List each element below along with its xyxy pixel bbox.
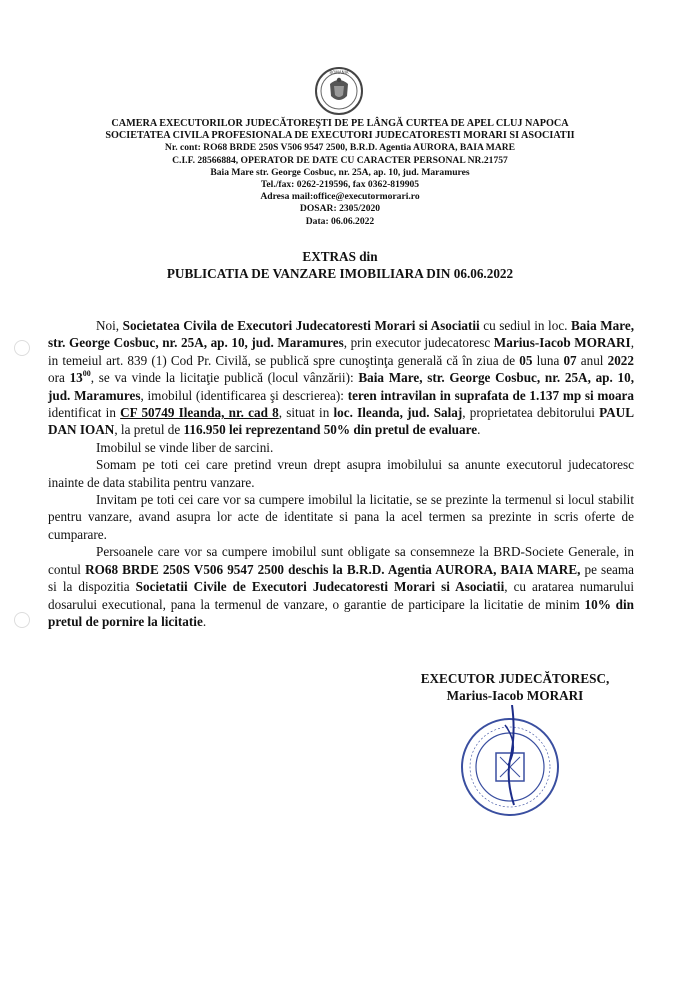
email-line: Adresa mail:office@executormorari.ro xyxy=(260,191,420,203)
paragraph-auction-notice: Noi, Societatea Civila de Executori Judecatoresti Morari si Asociatii cu sediul in loc. Baia Mare, str. George Cosbuc, nr. 25A, ap. 10, jud. Maramures, prin executor judecatoresc Marius-Iacob MORARI, in temeiul art. 839 (1) Cod Pr. Civilă, se publică spre cunoştinţa generală că în ziua de 05 luna 07 anul 2022 ora $13^{00}$, se va vinde la licitaţie publică (locul vânzării): Baia Mare, str. George Cosbuc, nr. 25A, ap. 10, jud. Maramures, imobilul (identificarea şi descrierea): teren intravilan in suprafata de 1.137 mp si moara identificat in CF 50749 Ileanda, nr. cad 8, situat in loc. Ileanda, jud. Salaj, proprietatea debitorului PAUL DAN IOAN, la pretul de 116.950 lei reprezentand 50% din pretul de evaluare. xyxy=(48,318,635,438)
signature-name: Marius-Iacob MORARI xyxy=(446,688,584,703)
paragraph-guarantee: Persoanele care vor sa cumpere imobilul sunt obligate sa consemneze la BRD-Societe Generale, in contul RO68 BRDE 250S V506 9547 2500 deschis la B.R.D. Agentia AURORA, BAIA MARE, pe seama si la dispozitia Societatii Civile de Executori Judecatoresti Morari si Asociatii, cu aratarea numarului dosarului executional, pana la termenul de vanzare, o garantie de participare la licitatie de minim 10% din pretul de pornire la licitatie. xyxy=(48,544,635,629)
address-line: Baia Mare str. George Cosbuc, nr. 25A, ap. 10, jud. Maramures xyxy=(210,166,470,178)
romania-coat-of-arms-icon xyxy=(314,66,364,116)
title-line-1: EXTRAS din xyxy=(302,249,378,264)
paragraph-summons: Somam pe toti cei care pretind vreun drept asupra imobilului sa anunte executorul judecatoresc inainte de data stabilita pentru vanzare. xyxy=(48,457,634,490)
svg-text:ROMANIA: ROMANIA xyxy=(329,70,349,75)
document-title xyxy=(0,248,680,282)
document-date: Data: 06.06.2022 xyxy=(305,215,375,227)
bank-account: Nr. cont: RO68 BRDE 250S V506 9547 2500, B.R.D. Agentia AURORA, BAIA MARE xyxy=(164,142,516,154)
title-line-2: PUBLICATIA DE VANZARE IMOBILIARA DIN 06.06.2022 xyxy=(166,266,514,281)
paragraph-no-encumbrances: Imobilul se vinde liber de sarcini. xyxy=(96,439,274,455)
phone-line: Tel./fax: 0262-219596, fax 0362-819905 xyxy=(260,179,420,191)
dossier-number: DOSAR: 2305/2020 xyxy=(299,203,381,215)
chamber-name: CAMERA EXECUTORILOR JUDECĂTOREŞTI DE PE LÂNGĂ CURTEA DE APEL CLUJ NAPOCA xyxy=(111,118,569,129)
document-body xyxy=(48,317,634,630)
punch-hole-mark xyxy=(14,340,30,356)
punch-hole-mark xyxy=(14,612,30,628)
signature-title: EXECUTOR JUDECĂTORESC, xyxy=(420,671,610,686)
letterhead xyxy=(0,118,680,228)
paragraph-invitation: Invitam pe toti cei care vor sa cumpere imobilul la licitatie, se se prezinte la termenul si locul stabilit pentru vanzare, avand asupra lor acte de identitate si pana la acel termen sa prezinte in scris oferte de cumparare. xyxy=(48,492,634,542)
cif-line: C.I.F. 28566884, OPERATOR DE DATE CU CARACTER PERSONAL NR.21757 xyxy=(172,154,508,166)
official-stamp-icon xyxy=(450,705,570,820)
company-name: SOCIETATEA CIVILA PROFESIONALA DE EXECUTORI JUDECATORESTI MORARI SI ASOCIATII xyxy=(105,130,575,142)
signature-block xyxy=(400,670,630,704)
